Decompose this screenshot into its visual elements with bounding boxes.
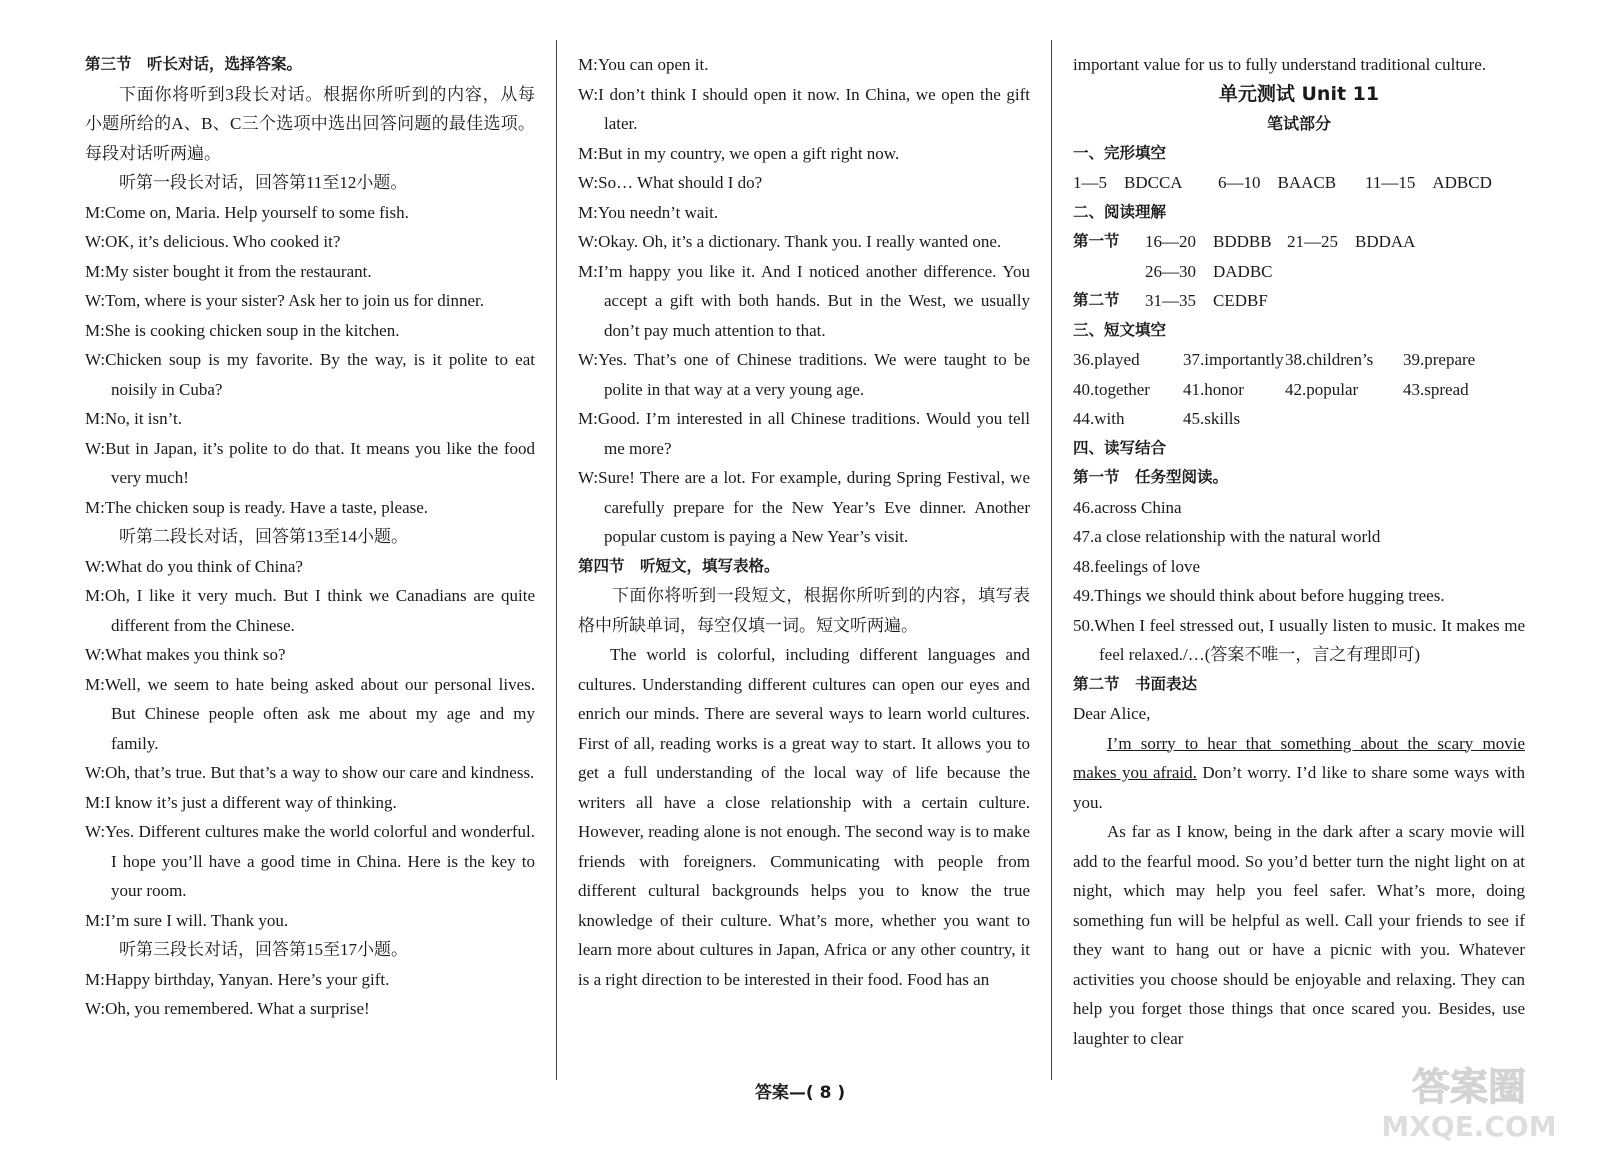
answer: 44.with bbox=[1073, 409, 1125, 428]
section4-heading: 第四节 听短文，填写表格。 bbox=[578, 556, 780, 575]
gap-fill-row1 bbox=[1073, 345, 1525, 375]
read-write-heading: 四、读写结合 bbox=[1073, 438, 1167, 457]
answer-group: 1—5 BDCCA bbox=[1073, 173, 1183, 192]
dialogue-line: M:She is cooking chicken soup in the kitchen. bbox=[85, 320, 400, 340]
dialogue-line: W:But in Japan, it’s polite to do that. It means you like the food very much! bbox=[85, 438, 535, 487]
dialogue1 bbox=[85, 198, 535, 523]
dialogue-line: W:Tom, where is your sister? Ask her to join us for dinner. bbox=[85, 291, 485, 310]
dialogue-line: M:Well, we seem to hate being asked about our personal lives. But Chinese people often ask me about my age and my family. bbox=[85, 674, 535, 753]
answer: 43.spread bbox=[1403, 379, 1469, 399]
dialogue-line: M:I know it’s just a different way of thinking. bbox=[85, 792, 397, 812]
column-divider-2 bbox=[1051, 40, 1052, 1080]
dialogue-line: W:So… What should I do? bbox=[578, 173, 763, 192]
reading-heading: 二、阅读理解 bbox=[1073, 202, 1167, 221]
writing-heading: 第二节 书面表达 bbox=[1073, 674, 1198, 693]
answer-group: 6—10 BAACB bbox=[1218, 173, 1337, 192]
dialogue3-rest bbox=[578, 50, 1030, 552]
passage-end: important value for us to fully understand traditional culture. bbox=[1073, 55, 1487, 74]
watermark-text: 答案圈 bbox=[1411, 1065, 1527, 1109]
dialogue-line: M:Good. I’m interested in all Chinese traditions. Would you tell me more? bbox=[578, 409, 1030, 458]
dialogue-line: W:Okay. Oh, it’s a dictionary. Thank you. I really wanted one. bbox=[578, 232, 1002, 251]
column-divider-1 bbox=[556, 40, 557, 1080]
answer-group: 26—30 DADBC bbox=[1145, 261, 1273, 281]
section4-instructions: 下面你将听到一段短文，根据你所听到的内容，填写表格中所缺单词，每空仅填一词。短文听两遍。 bbox=[578, 586, 1030, 635]
answer: 36.played bbox=[1073, 350, 1140, 369]
written-part-title: 笔试部分 bbox=[1266, 114, 1331, 133]
reading-part2-row bbox=[1073, 286, 1525, 316]
column-left bbox=[85, 50, 535, 1024]
dialogue2-intro: 听第二段长对话，回答第13至14小题。 bbox=[119, 527, 408, 546]
dialogue-line: W:What makes you think so? bbox=[85, 645, 286, 664]
dialogue-line: W:Yes. That’s one of Chinese traditions. We were taught to be polite in that way at a very young age. bbox=[578, 350, 1030, 399]
answer: 41.honor bbox=[1183, 379, 1244, 399]
page-footer: 答案—( 8 ) bbox=[754, 1083, 846, 1103]
dialogue-line: M:My sister bought it from the restaurant. bbox=[85, 261, 372, 281]
unit-title: 单元测试 Unit 11 bbox=[1218, 82, 1380, 105]
column-right bbox=[1073, 50, 1525, 1053]
dialogue-line: W:Yes. Different cultures make the world colorful and wonderful. I hope you’ll have a good time in China. Here is the key to your room. bbox=[85, 822, 535, 900]
dialogue-line: W:Chicken soup is my favorite. By the way, is it polite to eat noisily in Cuba? bbox=[85, 350, 535, 399]
dialogue-line: W:Oh, you remembered. What a surprise! bbox=[85, 999, 370, 1018]
answer-group: 11—15 ADBCD bbox=[1365, 173, 1492, 192]
answer: 42.popular bbox=[1285, 379, 1359, 399]
watermark-url: MXQE.COM bbox=[1381, 1110, 1557, 1143]
cloze-answers bbox=[1073, 168, 1525, 198]
task-answer: 47.a close relationship with the natural world bbox=[1073, 527, 1381, 546]
dialogue-line: M:You needn’t wait. bbox=[578, 202, 719, 222]
dialogue3-start bbox=[85, 965, 535, 1024]
watermark-logo bbox=[1364, 1056, 1574, 1146]
answer: 37.importantly bbox=[1183, 350, 1284, 369]
task-answer: 50.When I feel stressed out, I usually listen to music. It makes me feel relaxed./…(答案不唯一，言之有理即可) bbox=[1073, 615, 1525, 664]
answer-group: 21—25 BDDAA bbox=[1287, 232, 1416, 251]
dialogue-line: M:Oh, I like it very much. But I think we Canadians are quite different from the Chinese. bbox=[85, 586, 535, 635]
dialogue-line: W:OK, it’s delicious. Who cooked it? bbox=[85, 232, 341, 251]
answer: 45.skills bbox=[1183, 409, 1241, 428]
gap-fill-heading: 三、短文填空 bbox=[1073, 320, 1167, 339]
cloze-heading: 一、完形填空 bbox=[1073, 143, 1167, 162]
dialogue-line: M:I’m sure I will. Thank you. bbox=[85, 910, 289, 930]
task-answer: 46.across China bbox=[1073, 497, 1182, 517]
column-middle bbox=[578, 50, 1030, 994]
letter-greeting: Dear Alice, bbox=[1073, 704, 1151, 723]
section3-instructions: 下面你将听到3段长对话。根据你所听到的内容，从每小题所给的A、B、C三个选项中选出回答问题的最佳选项。每段对话听两遍。 bbox=[85, 84, 535, 163]
dialogue-line: W:What do you think of China? bbox=[85, 556, 303, 576]
dialogue-line: W:I don’t think I should open it now. In China, we open the gift later. bbox=[578, 84, 1030, 133]
dialogue-line: W:Sure! There are a lot. For example, during Spring Festival, we carefully prepare for the New Year’s Eve dinner. Another popular custom is paying a New Year’s visit. bbox=[578, 468, 1030, 546]
task-answer: 49.Things we should think about before hugging trees. bbox=[1073, 586, 1445, 605]
letter-paragraph-2: As far as I know, being in the dark after a scary movie will add to the fearful mood. So you’d better turn the night light on at night, which may help you feel safer. What’s more, doing something fun will be helpful as well. Call your friends to see if they want to hang out or have a picnic with you. Whatever activities you choose should be enjoyable and relaxing. They can help you forget those things that once scared you. Besides, use laughter to clear bbox=[1073, 822, 1525, 1048]
letter-paragraph-1 bbox=[1073, 729, 1525, 818]
listening-passage: The world is colorful, including different languages and cultures. Understanding different cultures can open our eyes and enrich our minds. There are several ways to learn world cultures. First of all, reading works is a great way to start. It allows you to get a full understanding of the local way of life because the writers all have a close relationship with a certain culture. However, reading alone is not enough. The second way is to make friends with foreigners. Communicating with people from different cultural backgrounds helps you to know the true knowledge of their culture. What’s more, whether you want to learn more about cultures in Japan, Africa or any other country, it is a right direction to be interested in their food. Food has an bbox=[578, 645, 1030, 989]
spacer bbox=[1073, 257, 1145, 287]
part-label: 第二节 bbox=[1073, 291, 1120, 309]
answer: 40.together bbox=[1073, 379, 1150, 399]
gap-fill-row3 bbox=[1073, 404, 1525, 434]
answer: 38.children’s bbox=[1285, 350, 1374, 369]
dialogue-line: M:But in my country, we open a gift right now. bbox=[578, 143, 900, 163]
dialogue-line: M:The chicken soup is ready. Have a taste, please. bbox=[85, 497, 429, 517]
dialogue-line: M:You can open it. bbox=[578, 55, 709, 74]
reading-part1-row1 bbox=[1073, 227, 1525, 257]
dialogue-line: M:I’m happy you like it. And I noticed another difference. You accept a gift with both hands. But in the West, we usually don’t pay much attention to that. bbox=[578, 261, 1030, 340]
underlined-sentence: I’m sorry to hear that something about the scary movie makes you afraid. bbox=[1073, 733, 1525, 782]
dialogue2 bbox=[85, 552, 535, 936]
dialogue1-intro: 听第一段长对话，回答第11至12小题。 bbox=[119, 173, 408, 192]
answer: 39.prepare bbox=[1403, 350, 1476, 369]
task-reading-heading: 第一节 任务型阅读。 bbox=[1073, 468, 1229, 486]
dialogue3-intro: 听第三段长对话，回答第15至17小题。 bbox=[119, 940, 408, 959]
answer-group: 16—20 BDDBB bbox=[1145, 232, 1272, 251]
dialogue-line: M:Happy birthday, Yanyan. Here’s your gift. bbox=[85, 969, 390, 989]
letter-text: Don’t worry. I’d like to share some ways with you. bbox=[1073, 763, 1525, 812]
task-answer: 48.feelings of love bbox=[1073, 556, 1200, 576]
dialogue-line: M:Come on, Maria. Help yourself to some fish. bbox=[85, 202, 409, 222]
gap-fill-row2 bbox=[1073, 375, 1525, 405]
section3-heading: 第三节 听长对话，选择答案。 bbox=[85, 55, 303, 73]
dialogue-line: M:No, it isn’t. bbox=[85, 409, 182, 428]
reading-part1-row2 bbox=[1073, 257, 1525, 287]
answer-group: 31—35 CEDBF bbox=[1145, 291, 1268, 310]
dialogue-line: W:Oh, that’s true. But that’s a way to show our care and kindness. bbox=[85, 763, 535, 782]
part-label: 第一节 bbox=[1073, 232, 1120, 250]
